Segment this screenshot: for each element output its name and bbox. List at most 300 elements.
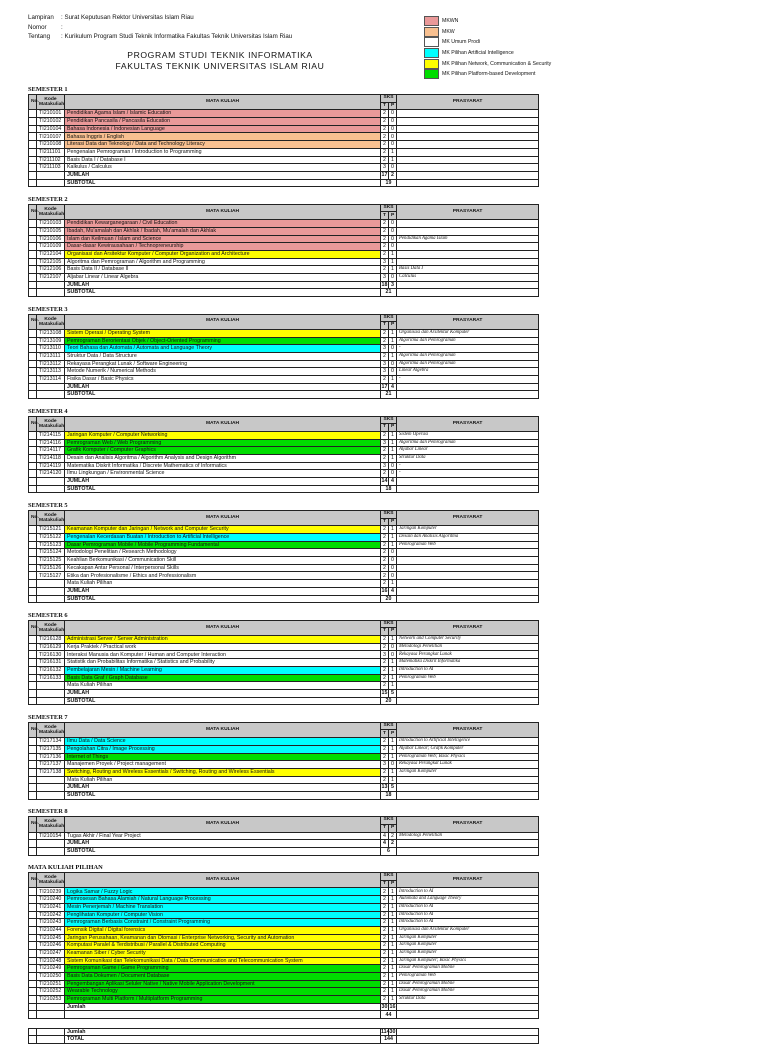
sks-t: 4 (381, 832, 389, 840)
row-no (29, 595, 37, 603)
sks-t: 2 (381, 133, 389, 141)
jumlah-label: Jumlah (65, 1003, 381, 1011)
legend-swatch (424, 16, 439, 26)
prerequisite: Jaringan Komputer (397, 949, 539, 957)
sks-t: 2 (381, 745, 389, 753)
row-no (29, 352, 37, 360)
legend-item (424, 37, 551, 48)
prerequisite: Pemrograman Web (397, 973, 539, 981)
header-prasyarat: PRASYARAT (397, 722, 539, 737)
course-name: Keamanan Siber / Cyber Security (65, 949, 381, 957)
course-name: Teori Bahasa dan Automata / Automata and Language Theory (65, 345, 381, 353)
course-table (28, 620, 539, 706)
header-prasyarat: PRASYARAT (397, 510, 539, 525)
header-t: T (381, 880, 389, 888)
row-no (29, 689, 37, 697)
nomor-label: Nomor (28, 23, 47, 31)
sks-t: 2 (381, 156, 389, 164)
header-kode: Kode Matakuliah (37, 314, 65, 329)
table-row (29, 337, 539, 345)
sks-t: 2 (381, 666, 389, 674)
prerequisite: Automata and Language Theory (397, 896, 539, 904)
header-no: No. (29, 95, 37, 110)
row-no (29, 911, 37, 919)
header-mata-kuliah: MATA KULIAH (65, 620, 381, 635)
header-no: No. (29, 314, 37, 329)
row-no (29, 541, 37, 549)
semester-title: SEMESTER 2 (28, 195, 68, 203)
legend-item (424, 27, 551, 38)
row-no (29, 753, 37, 761)
jumlah-p: 16 (389, 1003, 396, 1010)
course-name: Fisika Dasar / Basic Physics (65, 376, 381, 384)
prerequisite: Jaringan Komputer (397, 934, 539, 942)
total-jumlah-label: Jumlah (65, 1028, 381, 1036)
table-row (29, 352, 539, 360)
course-code: TI210107 (37, 133, 65, 141)
sks-p: 1 (389, 942, 397, 950)
sks-p: 0 (389, 164, 397, 172)
course-code: TI211102 (37, 156, 65, 164)
semester-section (28, 86, 539, 187)
row-no (29, 919, 37, 927)
header-p: P (389, 880, 397, 888)
header-prasyarat: PRASYARAT (397, 204, 539, 219)
semester-title: MATA KULIAH PILIHAN (28, 864, 103, 872)
prerequisite (397, 1028, 539, 1036)
course-code: TI210103 (37, 220, 65, 228)
table-row (29, 156, 539, 164)
jumlah-label: JUMLAH (65, 281, 381, 289)
course-name: Metodologi Penelitian / Research Methodology (65, 549, 381, 557)
header-no: No. (29, 873, 37, 888)
header-p: P (389, 628, 397, 636)
prerequisite: Jaringan Komputer; Basic Physics (397, 957, 539, 965)
header-mata-kuliah: MATA KULIAH (65, 817, 381, 832)
prerequisite (397, 141, 539, 149)
table-row (29, 250, 539, 258)
header-no: No. (29, 817, 37, 832)
row-no (29, 587, 37, 595)
course-table (28, 94, 539, 187)
sks-p: 0 (389, 360, 397, 368)
table-row (29, 761, 539, 769)
prerequisite (397, 776, 539, 784)
semester-section (28, 408, 539, 494)
table-row (29, 738, 539, 746)
sks-p: 1 (389, 682, 397, 690)
course-code: TI217135 (37, 745, 65, 753)
row-no (29, 784, 37, 792)
sks-p: 1 (389, 266, 397, 274)
course-name: Struktur Data / Data Structure (65, 352, 381, 360)
course-code: TI210102 (37, 118, 65, 126)
table-row (29, 125, 539, 133)
jumlah-row (29, 587, 539, 595)
course-code: TI216133 (37, 674, 65, 682)
sks-t: 2 (381, 557, 389, 565)
table-row (29, 470, 539, 478)
header-sks: SKS (381, 416, 397, 424)
header-kode: Kode Matakuliah (37, 416, 65, 431)
sks-p: 1 (389, 745, 397, 753)
row-no (29, 1003, 37, 1011)
row-no (29, 171, 37, 179)
course-code (37, 587, 65, 595)
sks-p: 0 (389, 557, 397, 565)
legend-item (424, 16, 551, 27)
legend-swatch (424, 27, 439, 37)
sks-t: 2 (381, 738, 389, 746)
table-row (29, 266, 539, 274)
sks-t: 2 (381, 125, 389, 133)
course-code: TI213111 (37, 352, 65, 360)
sks-t: 2 (381, 534, 389, 542)
sks-t: 2 (381, 753, 389, 761)
course-name: Penglihatan Komputer / Computer Vision (65, 911, 381, 919)
row-no (29, 643, 37, 651)
course-name: Basis Data Dokumen / Document Database (65, 973, 381, 981)
sks-p: 1 (389, 957, 397, 965)
prerequisite: - (397, 345, 539, 353)
course-name: Mata Kuliah Pilihan (65, 776, 381, 784)
curriculum-tables (28, 86, 539, 1044)
header-t: T (381, 824, 389, 832)
section-spacer (28, 493, 539, 502)
course-code: TI210104 (37, 125, 65, 133)
prerequisite (397, 110, 539, 118)
course-name: Dasar Pemrograman Mobile / Mobile Programming Fundamental (65, 541, 381, 549)
sks-t: 2 (381, 768, 389, 776)
course-code (37, 689, 65, 697)
grand-total-table (28, 1028, 539, 1044)
course-code (37, 383, 65, 391)
course-code: TI210101 (37, 110, 65, 118)
header-mata-kuliah: MATA KULIAH (65, 873, 381, 888)
row-no (29, 273, 37, 281)
course-code (37, 391, 65, 399)
course-name: Mata Kuliah Pilihan (65, 580, 381, 588)
row-no (29, 455, 37, 463)
course-name: Desain dan Analisis Algoritma / Algorithm Analysis and Design Algorithm (65, 455, 381, 463)
course-name: Logika Samar / Fuzzy Logic (65, 888, 381, 896)
subtotal-row (29, 391, 539, 399)
course-name: Organisasi dan Arsitektur Komputer / Computer Organization and Architecture (65, 250, 381, 258)
jumlah-p: 4 (389, 587, 397, 595)
header-sks: SKS (381, 95, 397, 103)
table-row (29, 431, 539, 439)
sks-t: 2 (381, 141, 389, 149)
prerequisite: Jaringan Komputer (397, 768, 539, 776)
header-t: T (381, 730, 389, 738)
jumlah-t: 4 (381, 840, 389, 848)
header-sks: SKS (381, 510, 397, 518)
course-name: Ilmu Lingkungan / Environmental Science (65, 470, 381, 478)
sks-p: 1 (389, 455, 397, 463)
table-row (29, 965, 539, 973)
sks-p: 0 (389, 133, 397, 141)
table-row (29, 376, 539, 384)
legend-label: MK Pilihan Platform-based Development (442, 71, 536, 78)
jumlah-row (29, 383, 539, 391)
course-code (37, 478, 65, 486)
header-sks: SKS (381, 620, 397, 628)
prerequisite (397, 1003, 539, 1011)
total-row (29, 1036, 539, 1044)
section-spacer (28, 856, 539, 865)
subtotal-label: SUBTOTAL (65, 595, 381, 603)
jumlah-p: 5 (389, 784, 397, 792)
row-no (29, 996, 37, 1004)
table-row (29, 651, 539, 659)
prerequisite (397, 289, 539, 297)
sks-p: 0 (389, 549, 397, 557)
jumlah-label: JUMLAH (65, 587, 381, 595)
prerequisite: Metodologi Penelitian (397, 643, 539, 651)
prerequisite: Matematika Diskrit Informatika (397, 659, 539, 667)
table-row (29, 572, 539, 580)
prerequisite: Dasar Pemrograman Mobile (397, 965, 539, 973)
prerequisite (397, 791, 539, 799)
sks-t: 2 (381, 988, 389, 996)
header-kode: Kode Matakuliah (37, 95, 65, 110)
course-code: TI210109 (37, 243, 65, 251)
row-no (29, 485, 37, 493)
sks-p: 1 (389, 903, 397, 911)
prerequisite: Linear Algebra (397, 368, 539, 376)
total-value: 144 (381, 1036, 397, 1044)
table-row (29, 557, 539, 565)
total-p: 30 (389, 1028, 396, 1035)
legend-item (424, 48, 551, 59)
row-no (29, 549, 37, 557)
header-kode: Kode Matakuliah (37, 620, 65, 635)
table-row (29, 745, 539, 753)
row-no (29, 988, 37, 996)
jumlah-label: JUMLAH (65, 383, 381, 391)
table-row (29, 926, 539, 934)
sks-p: 1 (389, 776, 397, 784)
row-no (29, 125, 37, 133)
sks-p: 0 (389, 110, 397, 118)
table-row (29, 526, 539, 534)
tentang-value: : Kurikulum Program Studi Teknik Informatika Fakultas Teknik Universitas Islam Riau (61, 33, 293, 41)
prerequisite (397, 156, 539, 164)
table-row (29, 949, 539, 957)
jumlah-t: 16 (381, 587, 388, 594)
sks-t: 2 (381, 919, 389, 927)
header-mata-kuliah: MATA KULIAH (65, 510, 381, 525)
prerequisite: Dasar Pemrograman Mobile (397, 988, 539, 996)
course-name: Keahlian Berkomunikasi / Communication Skill (65, 557, 381, 565)
course-code: TI212104 (37, 250, 65, 258)
course-code (37, 595, 65, 603)
course-code (37, 1003, 65, 1011)
subtotal-row (29, 179, 539, 187)
course-code: TI216128 (37, 636, 65, 644)
prerequisite: Network and Computer Security (397, 636, 539, 644)
semester-title: SEMESTER 5 (28, 501, 68, 509)
title-line-1: PROGRAM STUDI TEKNIK INFORMATIKA (127, 50, 313, 60)
course-code: TI215127 (37, 572, 65, 580)
sks-t: 2 (381, 776, 389, 784)
sks-t: 2 (381, 243, 389, 251)
sks-p: 1 (389, 888, 397, 896)
sks-t: 3 (381, 651, 389, 659)
sks-t: 2 (381, 266, 389, 274)
sks-t: 2 (381, 911, 389, 919)
course-name: Pendidikan Kewarganegaraan / Civil Education (65, 220, 381, 228)
sks-t: 2 (381, 148, 389, 156)
header-t: T (381, 424, 389, 432)
prerequisite: Algoritma dan Pemrograman (397, 360, 539, 368)
prerequisite (397, 133, 539, 141)
table-row (29, 110, 539, 118)
prerequisite (397, 171, 539, 179)
course-code: TI210248 (37, 957, 65, 965)
table-row (29, 896, 539, 904)
table-row (29, 368, 539, 376)
sks-p: 0 (389, 220, 397, 228)
table-row (29, 133, 539, 141)
course-code: TI210242 (37, 911, 65, 919)
course-name: Sistem Komunikasi dan Telekomunikasi Data / Data Communication and Telecommunication System (65, 957, 381, 965)
section-spacer (28, 399, 539, 408)
course-code: TI216130 (37, 651, 65, 659)
course-code: TI216129 (37, 643, 65, 651)
subtotal-row (29, 791, 539, 799)
course-name: Pemrograman Web / Web Programming (65, 439, 381, 447)
sks-t: 2 (381, 957, 389, 965)
sks-p: 1 (389, 376, 397, 384)
prerequisite (397, 840, 539, 848)
header-t: T (381, 322, 389, 330)
course-name: Rekayasa Perangkat Lunak / Software Engineering (65, 360, 381, 368)
table-row (29, 973, 539, 981)
prerequisite (397, 580, 539, 588)
sks-p: 1 (389, 965, 397, 973)
course-name: Ibadah, Mu'amalah dan Akhlak / Ibadah, Mu'amalah dan Akhlak (65, 227, 381, 235)
header-t: T (381, 212, 389, 220)
sks-t: 3 (381, 368, 389, 376)
sks-t: 2 (381, 659, 389, 667)
prerequisite (397, 391, 539, 399)
sks-p: 1 (389, 753, 397, 761)
sks-p: 0 (389, 243, 397, 251)
sks-t: 2 (381, 526, 389, 534)
row-no (29, 980, 37, 988)
semester-section (28, 714, 539, 800)
header-prasyarat: PRASYARAT (397, 95, 539, 110)
course-name: Kalkulus / Calculus (65, 164, 381, 172)
prerequisite: - (397, 470, 539, 478)
sks-t: 3 (381, 761, 389, 769)
course-name: Keamanan Komputer dan Jaringan / Network and Computer Security (65, 526, 381, 534)
course-name: Kecakapan Antar Personal / Interpersonal Skills (65, 564, 381, 572)
subtotal-value: 21 (381, 289, 397, 297)
course-code (37, 784, 65, 792)
prerequisite (397, 281, 539, 289)
course-name: Ilmu Data / Data Science (65, 738, 381, 746)
course-code: TI213112 (37, 360, 65, 368)
header-no: No. (29, 722, 37, 737)
row-no (29, 973, 37, 981)
table-row (29, 227, 539, 235)
sks-t: 2 (381, 926, 389, 934)
sks-t: 2 (381, 541, 389, 549)
header-p: P (389, 730, 397, 738)
sks-t: 3 (381, 258, 389, 266)
prerequisite (397, 243, 539, 251)
course-code: TI210245 (37, 934, 65, 942)
header-prasyarat: PRASYARAT (397, 416, 539, 431)
semester-title: SEMESTER 4 (28, 407, 68, 415)
course-name: Pemrograman Berbasis Constraint / Constraint Programming (65, 919, 381, 927)
prerequisite (397, 564, 539, 572)
table-row (29, 118, 539, 126)
legend-label: MK Umum Prodi (442, 39, 481, 46)
row-no (29, 235, 37, 243)
prerequisite (397, 587, 539, 595)
row-no (29, 376, 37, 384)
row-no (29, 478, 37, 486)
lampiran-value: : Surat Keputusan Rektor Universitas Islam Riau (61, 14, 194, 21)
table-row (29, 957, 539, 965)
prerequisite: Algoritma dan Pemrograman (397, 337, 539, 345)
header-kode: Kode Matakuliah (37, 204, 65, 219)
prerequisite: Jaringan Komputer (397, 942, 539, 950)
course-code (37, 840, 65, 848)
prerequisite: - (397, 462, 539, 470)
prerequisite (397, 250, 539, 258)
section-spacer (28, 187, 539, 196)
row-no (29, 179, 37, 187)
course-name: Jaringan Komputer / Computer Networking (65, 431, 381, 439)
course-code (37, 697, 65, 705)
table-row (29, 564, 539, 572)
header-kode: Kode Matakuliah (37, 873, 65, 888)
course-code: TI210240 (37, 896, 65, 904)
row-no (29, 391, 37, 399)
row-no (29, 164, 37, 172)
course-name: Kerja Praktek / Practical work (65, 643, 381, 651)
prerequisite: Organisasi dan Arsitektur Komputer (397, 926, 539, 934)
subtotal-value: 19 (381, 179, 397, 187)
sks-p: 0 (389, 227, 397, 235)
course-code: TI210243 (37, 919, 65, 927)
table-row (29, 258, 539, 266)
prerequisite: Organisasi dan Arsitektur Komputer (397, 329, 539, 337)
header-prasyarat: PRASYARAT (397, 873, 539, 888)
subtotal-label (65, 1011, 381, 1019)
jumlah-p: 2 (389, 171, 397, 179)
header-kode: Kode Matakuliah (37, 722, 65, 737)
row-no (29, 220, 37, 228)
legend-swatch (424, 59, 439, 69)
jumlah-row (29, 478, 539, 486)
row-no (29, 534, 37, 542)
course-code (37, 289, 65, 297)
row-no (29, 141, 37, 149)
prerequisite (397, 258, 539, 266)
prerequisite: - (397, 376, 539, 384)
sks-t: 2 (381, 352, 389, 360)
subtotal-label: SUBTOTAL (65, 847, 381, 855)
row-no (29, 682, 37, 690)
course-code (37, 281, 65, 289)
prerequisite (397, 383, 539, 391)
sks-p: 1 (389, 534, 397, 542)
